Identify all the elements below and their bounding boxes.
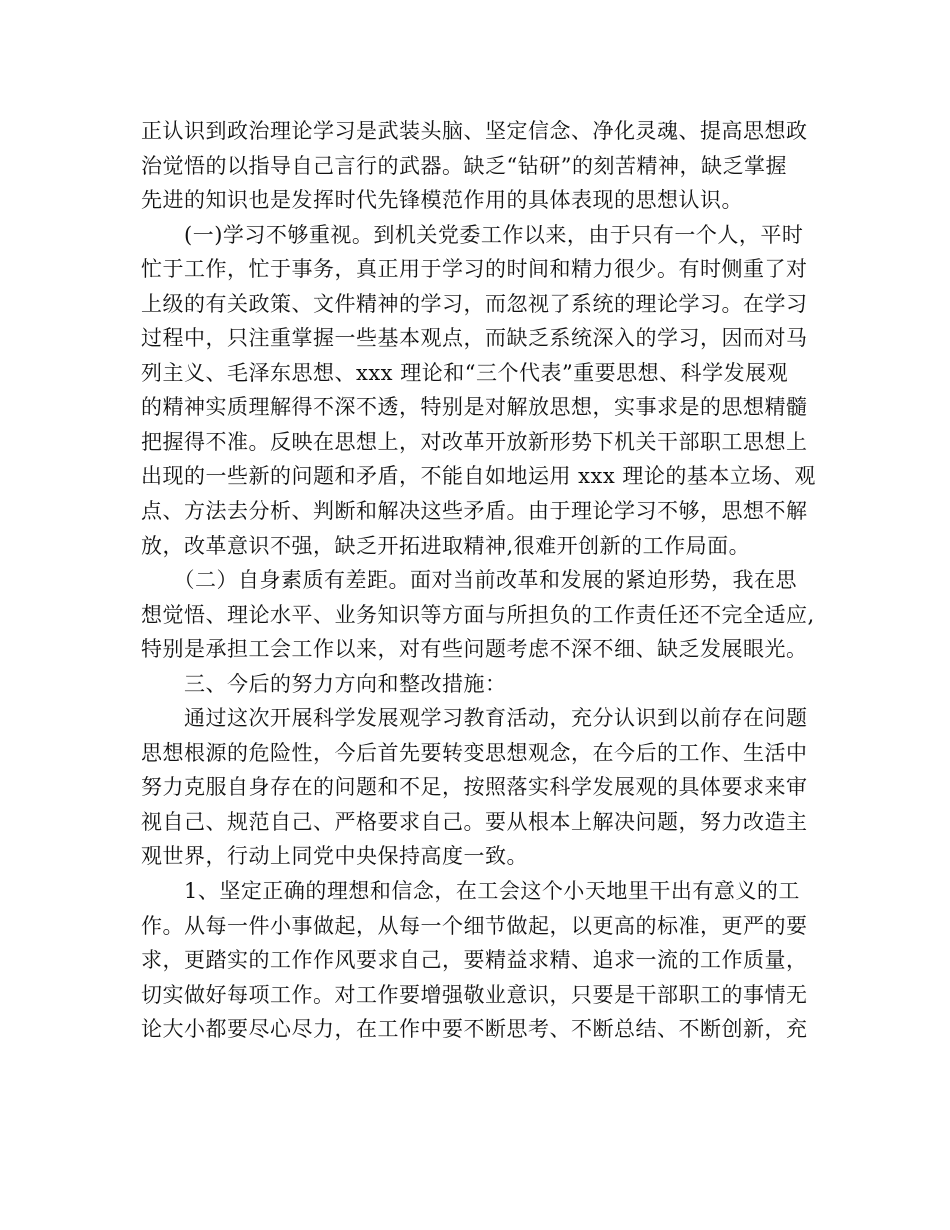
- text-line: 思想根源的危险性，今后首先要转变思想观念，在今后的工作、生活中: [141, 740, 808, 765]
- text-line: 点、方法去分析、判断和解决这些矛盾。由于理论学习不够，思想不解: [141, 499, 808, 524]
- text-line: (一)学习不够重视。到机关党委工作以来，由于只有一个人，平时: [141, 222, 804, 247]
- text-line: 特别是承担工会工作以来，对有些问题考虑不深不细、缺乏发展眼光。: [141, 637, 808, 662]
- text-line: 努力克服自身存在的问题和不足，按照落实科学发展观的具体要求来审: [141, 775, 808, 800]
- text-line: 三、今后的努力方向和整改措施：: [141, 671, 507, 696]
- text-line: 治觉悟的以指导自己言行的武器。缺乏“钻研”的刻苦精神，缺乏掌握: [141, 153, 787, 178]
- text-line: 放，改革意识不强，缺乏开拓进取精神,很难开创新的工作局面。: [141, 533, 751, 558]
- text-line: 1、坚定正确的理想和信念，在工会这个小天地里干出有意义的工: [141, 879, 800, 904]
- text-line: 想觉悟、理论水平、业务知识等方面与所担负的工作责任还不完全适应,: [141, 602, 815, 627]
- text-line: 切实做好每项工作。对工作要增强敬业意识，只要是干部职工的事情无: [141, 982, 808, 1007]
- text-line: 视自己、规范自己、严格要求自己。要从根本上解决问题，努力改造主: [141, 809, 808, 834]
- text-line: 求，更踏实的工作作风要求自己，要精益求精、追求一流的工作质量，: [141, 948, 808, 973]
- text-line: 列主义、毛泽东思想、xxx 理论和“三个代表”重要思想、科学发展观: [141, 360, 789, 385]
- text-line: 出现的一些新的问题和矛盾，不能自如地运用 xxx 理论的基本立场、观: [141, 464, 816, 489]
- text-line: 正认识到政治理论学习是武装头脑、坚定信念、净化灵魂、提高思想政: [141, 119, 808, 143]
- text-line: 把握得不准。反映在思想上，对改革开放新形势下机关干部职工思想上: [141, 429, 808, 454]
- text-line: 论大小都要尽心尽力，在工作中要不断思考、不断总结、不断创新，充: [141, 1017, 808, 1042]
- text-line: （二）自身素质有差距。面对当前改革和发展的紧迫形势，我在思: [141, 568, 797, 593]
- text-line: 的精神实质理解得不深不透，特别是对解放思想，实事求是的思想精髓: [141, 395, 808, 420]
- text-line: 先进的知识也是发挥时代先锋模范作用的具体表现的思想认识。: [141, 188, 743, 213]
- text-line: 上级的有关政策、文件精神的学习，而忽视了系统的理论学习。在学习: [141, 291, 808, 316]
- text-line: 忙于工作，忙于事务，真正用于学习的时间和精力很少。有时侧重了对: [141, 257, 808, 282]
- text-line: 过程中，只注重掌握一些基本观点，而缺乏系统深入的学习，因而对马: [141, 326, 808, 351]
- document-body-text: [141, 114, 821, 1047]
- text-line: 通过这次开展科学发展观学习教育活动，充分认识到以前存在问题: [141, 706, 808, 731]
- text-line: 观世界，行动上同党中央保持高度一致。: [141, 844, 528, 869]
- text-line: 作。从每一件小事做起，从每一个细节做起，以更高的标准，更严的要: [141, 913, 808, 938]
